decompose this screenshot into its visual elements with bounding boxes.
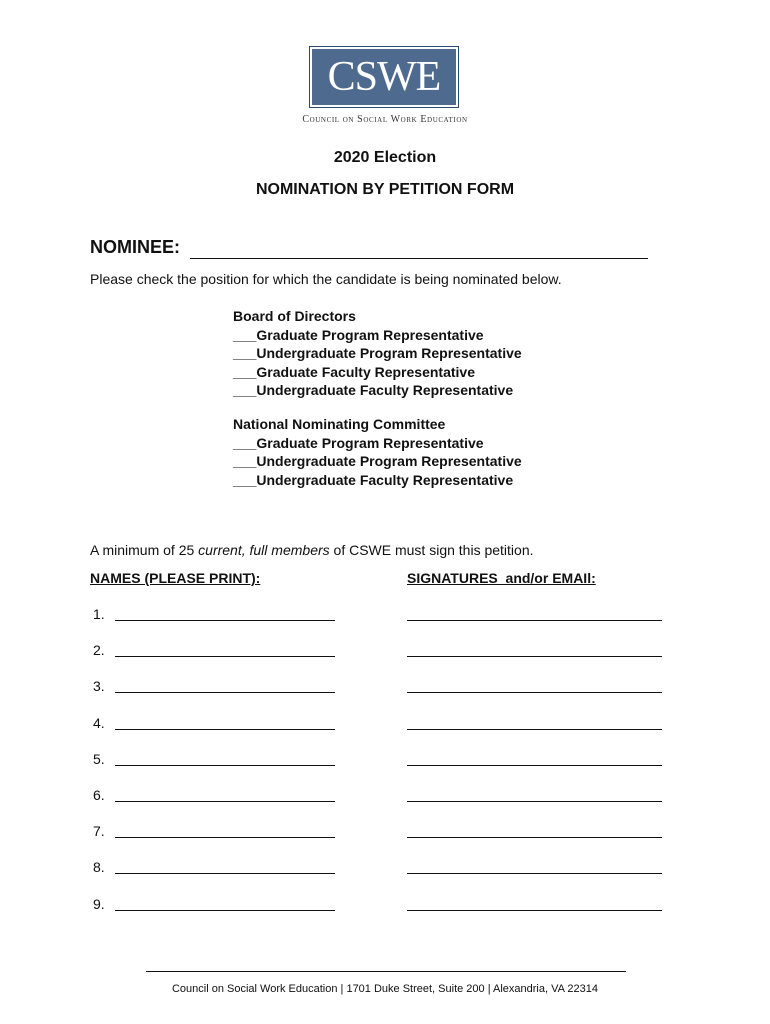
signature-row (0, 859, 770, 879)
signature-row (0, 751, 770, 771)
signature-row (0, 787, 770, 807)
board-heading: Board of Directors (233, 308, 356, 324)
committee-option-graduate-program[interactable]: ___Graduate Program Representative (233, 434, 484, 451)
name-field[interactable] (115, 873, 335, 874)
signature-field[interactable] (407, 692, 662, 693)
signature-field[interactable] (407, 620, 662, 621)
name-field[interactable] (115, 765, 335, 766)
signature-row (0, 896, 770, 916)
board-of-directors-section (233, 307, 522, 400)
note-emphasis: current, full members (198, 542, 330, 558)
note-suffix: of CSWE must sign this petition. (329, 542, 534, 558)
row-number: 8. (93, 859, 105, 876)
logo-frame (309, 46, 459, 108)
signature-row (0, 606, 770, 626)
signature-field[interactable] (407, 873, 662, 874)
election-title: 2020 Election (333, 149, 437, 166)
footer-divider (146, 971, 626, 972)
footer-address: Council on Social Work Education | 1701 Duke Street, Suite 200 | Alexandria, VA 22314 (171, 983, 598, 995)
name-field[interactable] (115, 620, 335, 621)
name-field[interactable] (115, 729, 335, 730)
signature-field[interactable] (407, 765, 662, 766)
name-field[interactable] (115, 837, 335, 838)
signatures-column-header: SIGNATURES and/or EMAIl: (407, 570, 596, 586)
row-number: 3. (93, 678, 105, 695)
nominee-label: NOMINEE: (90, 237, 180, 257)
signature-field[interactable] (407, 729, 662, 730)
row-number: 7. (93, 823, 105, 840)
row-number: 4. (93, 714, 105, 731)
name-field[interactable] (115, 910, 335, 911)
names-column-header: NAMES (PLEASE PRINT): (90, 570, 261, 586)
signature-field[interactable] (407, 837, 662, 838)
name-field[interactable] (115, 801, 335, 802)
signature-field[interactable] (407, 801, 662, 802)
board-option-undergraduate-program[interactable]: ___Undergraduate Program Representative (233, 345, 522, 361)
logo-wordmark: CSWE (312, 49, 456, 105)
signature-row (0, 823, 770, 843)
name-field[interactable] (115, 692, 335, 693)
minimum-members-note (90, 542, 534, 558)
signature-row (0, 715, 770, 735)
board-option-graduate-program[interactable]: ___Graduate Program Representative (233, 326, 484, 343)
row-number: 6. (93, 787, 105, 803)
row-number: 1. (93, 606, 105, 622)
signature-row (0, 642, 770, 662)
nominee-field[interactable] (190, 258, 648, 259)
committee-option-undergraduate-faculty[interactable]: ___Undergraduate Faculty Representative (233, 471, 514, 488)
board-option-undergraduate-faculty[interactable]: ___Undergraduate Faculty Representative (233, 382, 514, 398)
committee-option-undergraduate-program[interactable]: ___Undergraduate Program Representative (233, 453, 522, 469)
row-number: 2. (93, 642, 105, 659)
signature-row (0, 678, 770, 698)
instruction-text: Please check the position for which the candidate is being nominated below. (90, 271, 562, 287)
signature-field[interactable] (407, 910, 662, 911)
committee-heading: National Nominating Committee (233, 416, 446, 432)
note-prefix: A minimum of 25 (90, 542, 199, 558)
form-title: NOMINATION BY PETITION FORM (255, 181, 515, 198)
board-option-graduate-faculty[interactable]: ___Graduate Faculty Representative (233, 363, 475, 380)
name-field[interactable] (115, 656, 335, 657)
logo-caption: Council on Social Work Education (302, 114, 468, 125)
row-number: 5. (93, 750, 105, 767)
nominating-committee-section (233, 415, 522, 489)
row-number: 9. (93, 895, 105, 912)
signature-field[interactable] (407, 656, 662, 657)
